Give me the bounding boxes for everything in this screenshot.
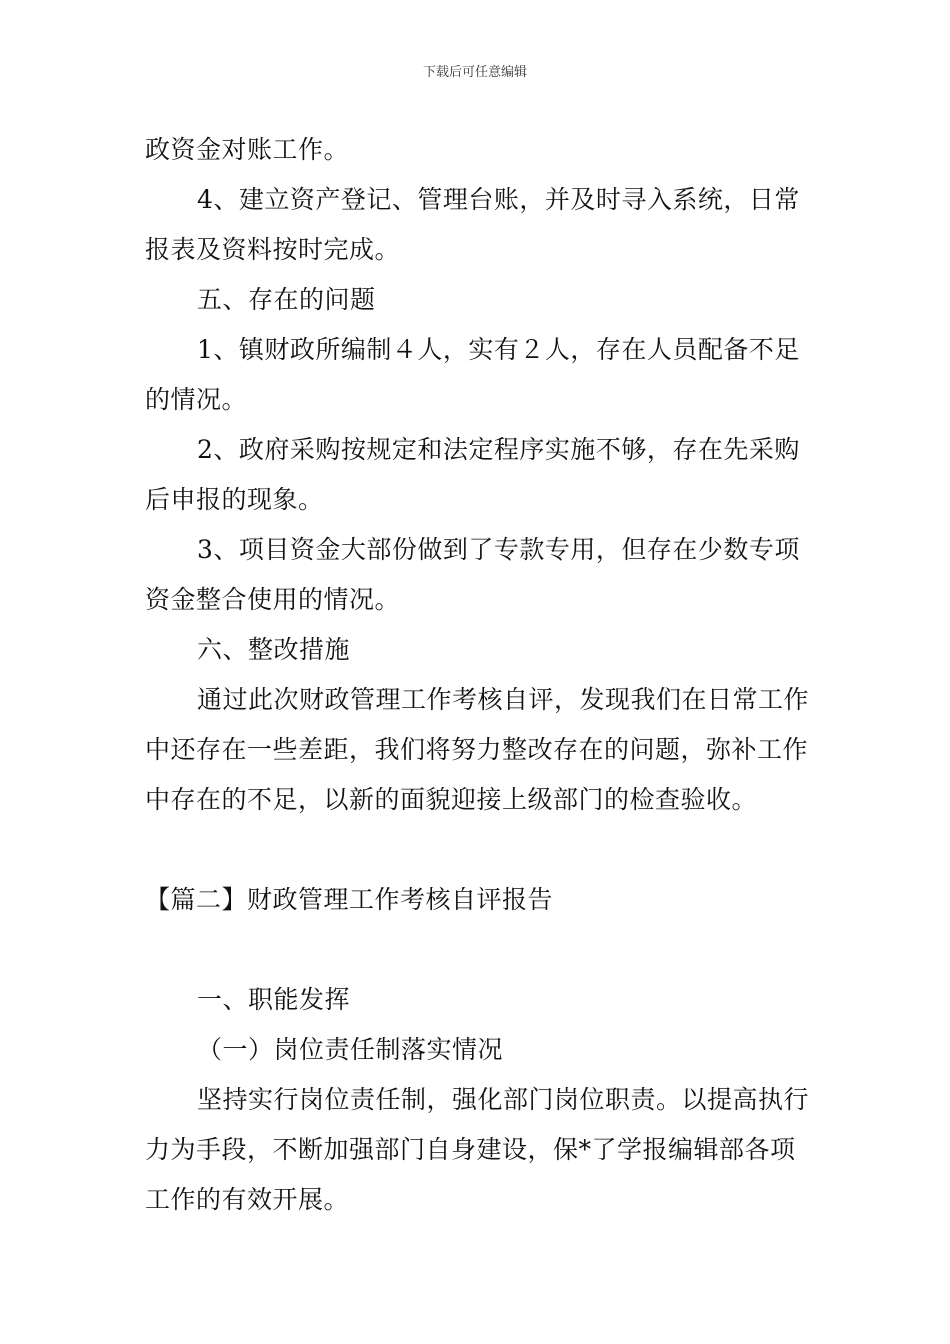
section-heading: 六、整改措施 <box>197 635 351 664</box>
spacer <box>145 825 810 875</box>
paragraph: 1、镇财政所编制４人，实有２人，存在人员配备不足的情况。 <box>145 335 800 414</box>
paragraph: 通过此次财政管理工作考核自评，发现我们在日常工作中还存在一些差距，我们将努力整改存在的问题，弥补工作中存在的不足，以新的面貌迎接上级部门的检查验收。 <box>145 685 810 814</box>
page-header: 下载后可任意编辑 <box>422 65 527 80</box>
section-heading: 一、职能发挥 <box>197 985 351 1014</box>
subsection-heading: （一）岗位责任制落实情况 <box>197 1035 504 1064</box>
paragraph: 3、项目资金大部份做到了专款专用，但存在少数专项资金整合使用的情况。 <box>145 535 800 614</box>
document-body <box>145 125 810 1225</box>
spacer <box>145 925 810 975</box>
paragraph: 2、政府采购按规定和法定程序实施不够，存在先采购后申报的现象。 <box>145 435 800 514</box>
paragraph: 坚持实行岗位责任制，强化部门岗位职责。以提高执行力为手段，不断加强部门自身建设，保*了学报编辑部各项工作的有效开展。 <box>145 1085 810 1214</box>
paragraph: 4、建立资产登记、管理台账，并及时寻入系统，日常报表及资料按时完成。 <box>145 185 800 264</box>
section-heading: 五、存在的问题 <box>197 285 376 314</box>
paragraph: 政资金对账工作。 <box>145 135 350 164</box>
document-title: 【篇二】财政管理工作考核自评报告 <box>145 885 554 914</box>
